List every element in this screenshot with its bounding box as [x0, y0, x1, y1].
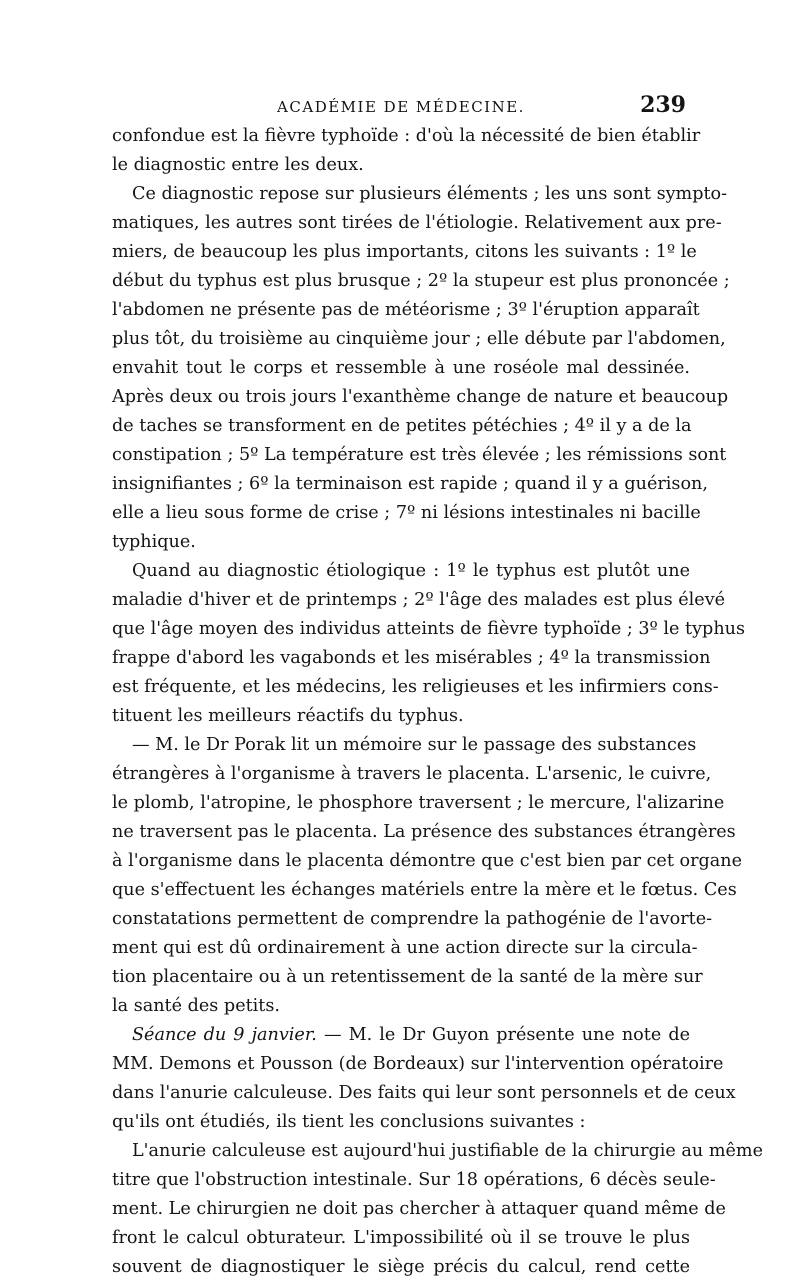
body-text: [112, 122, 764, 1282]
text-line: MM. Demons et Pousson (de Bordeaux) sur l'intervention opératoire: [112, 1054, 724, 1074]
seance-label: Séance: [132, 1025, 197, 1045]
text-line: ment qui est dû ordinairement à une action directe sur la circula-: [112, 938, 698, 958]
seance-date: du 9 janvier.: [203, 1025, 317, 1045]
text-line: le plomb, l'atropine, le phosphore traversent ; le mercure, l'alizarine: [112, 793, 725, 813]
text-line: titre que l'obstruction intestinale. Sur 18 opérations, 6 décès seule-: [112, 1170, 716, 1190]
running-header: [112, 92, 690, 122]
running-title: ACADÉMIE DE MÉDECINE.: [277, 98, 525, 116]
text-line: tion placentaire ou à un retentissement de la santé de la mère sur: [112, 967, 703, 987]
text-line: frappe d'abord les vagabonds et les misérables ; 4º la transmission: [112, 648, 711, 668]
text-line: constipation ; 5º La température est très élevée ; les rémissions sont: [112, 445, 727, 465]
document-page: [112, 92, 764, 1282]
text-line: l'abdomen ne présente pas de météorisme ; 3º l'éruption apparaît: [112, 300, 700, 320]
text-line: étrangères à l'organisme à travers le placenta. L'arsenic, le cuivre,: [112, 764, 712, 784]
text-line: est fréquente, et les médecins, les religieuses et les infirmiers cons-: [112, 677, 719, 697]
text-line: Après deux ou trois jours l'exanthème change de nature et beaucoup: [112, 387, 729, 407]
text-line: souvent de diagnostiquer le siège précis du calcul, rend cette: [112, 1257, 690, 1277]
text-line: à l'organisme dans le placenta démontre que c'est bien par cet organe: [112, 851, 742, 871]
text-line: dans l'anurie calculeuse. Des faits qui leur sont personnels et de ceux: [112, 1083, 736, 1103]
text-line: le diagnostic entre les deux.: [112, 155, 364, 175]
text-line: L'anurie calculeuse est aujourd'hui justifiable de la chirurgie au même: [132, 1141, 764, 1161]
seance-text: du 9 janvier. — M. le Dr Guyon présente une note de: [203, 1025, 690, 1045]
text-line: ne traversent pas le placenta. La présence des substances étrangères: [112, 822, 736, 842]
text-line: ment. Le chirurgien ne doit pas chercher à attaquer quand même de: [112, 1199, 726, 1219]
page-number: 239: [640, 92, 686, 118]
text-line: Quand au diagnostic étiologique : 1º le typhus est plutôt une: [132, 561, 690, 581]
text-line: elle a lieu sous forme de crise ; 7º ni lésions intestinales ni bacille: [112, 503, 701, 523]
text-line: que l'âge moyen des individus atteints de fièvre typhoïde ; 3º le typhus: [112, 619, 746, 639]
text-line: que s'effectuent les échanges matériels entre la mère et le fœtus. Ces: [112, 880, 737, 900]
text-line: insignifiantes ; 6º la terminaison est rapide ; quand il y a guérison,: [112, 474, 708, 494]
text-line: typhique.: [112, 532, 196, 552]
seance-line: [112, 1021, 690, 1050]
text-line: front le calcul obturateur. L'impossibilité où il se trouve le plus: [112, 1228, 690, 1248]
text-line: maladie d'hiver et de printemps ; 2º l'âge des malades est plus élevé: [112, 590, 726, 610]
text-line: plus tôt, du troisième au cinquième jour ; elle débute par l'abdomen,: [112, 329, 726, 349]
text-line: miers, de beaucoup les plus importants, citons les suivants : 1º le: [112, 242, 697, 262]
text-line: envahit tout le corps et ressemble à une roséole mal dessinée.: [112, 358, 690, 378]
text-line: Ce diagnostic repose sur plusieurs éléments ; les uns sont sympto-: [132, 184, 728, 204]
text-line: — M. le Dr Porak lit un mémoire sur le passage des substances: [132, 735, 697, 755]
text-line: début du typhus est plus brusque ; 2º la stupeur est plus prononcée ;: [112, 271, 730, 291]
text-line: matiques, les autres sont tirées de l'étiologie. Relativement aux pre-: [112, 213, 722, 233]
text-line: la santé des petits.: [112, 996, 280, 1016]
text-line: constatations permettent de comprendre la pathogénie de l'avorte-: [112, 909, 713, 929]
text-line: de taches se transforment en de petites pétéchies ; 4º il y a de la: [112, 416, 692, 436]
text-line: confondue est la fièvre typhoïde : d'où la nécessité de bien établir: [112, 126, 701, 146]
text-line: tituent les meilleurs réactifs du typhus.: [112, 706, 464, 726]
text-line: qu'ils ont étudiés, ils tient les conclusions suivantes :: [112, 1112, 586, 1132]
